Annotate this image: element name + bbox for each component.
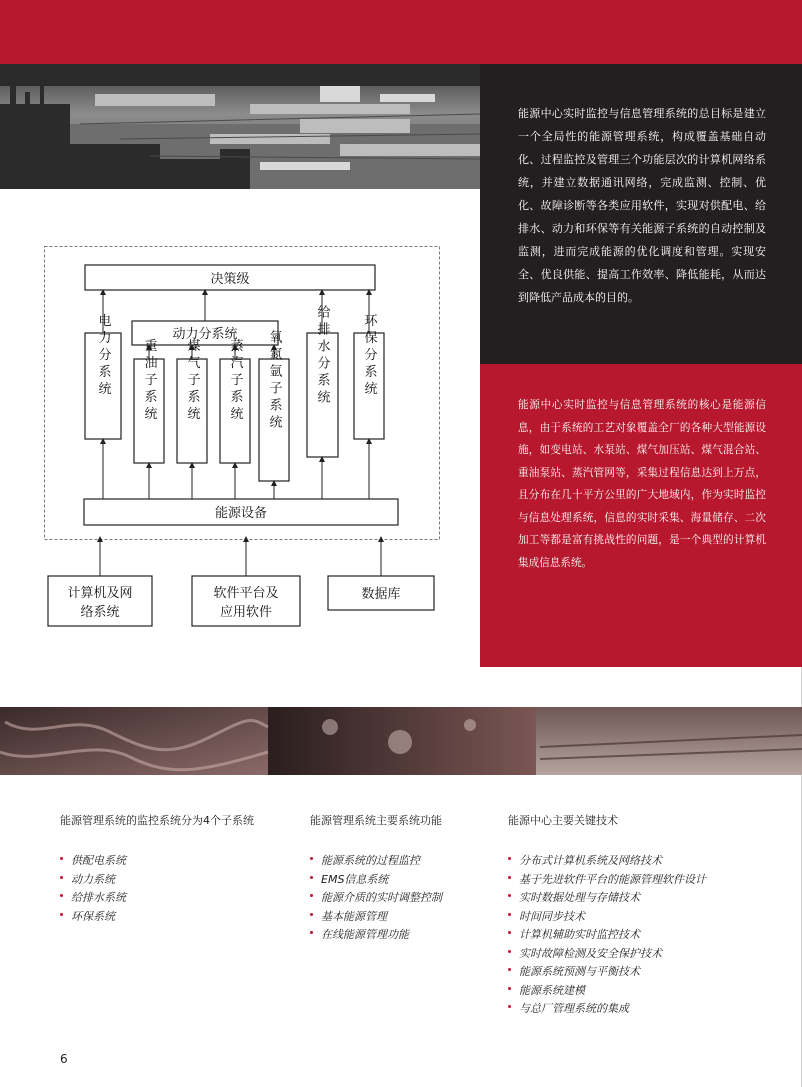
top-red-band — [0, 0, 802, 64]
sub-system-label-3: 氧氮氩子系统 — [266, 330, 282, 432]
core-text: 能源中心实时监控与信息管理系统的核心是能源信息，由于系统的工艺对象覆盖全厂的各种大型能源设施，如变电站、水泵站、煤气加压站、煤气混合站、重油泵站、蒸汽管网等，采集过程信息达到上万点，且分布在几十平方公里的广大地域内，作为实时监控与信息处理系统，信息的实时采集、海量储存、二次加工等都是富有挑战性的问题，是一个典型的计算机集成信息系统。 — [518, 399, 766, 569]
dynamic-system-label: 动力分系统 — [172, 327, 238, 342]
list-item: 实时数据处理与存储技术 — [508, 889, 706, 908]
bottom-1-line1: 软件平台及 — [213, 586, 279, 601]
column-title: 能源管理系统主要系统功能 — [310, 814, 442, 827]
list-item: 能源系统预测与平衡技术 — [508, 963, 706, 982]
list-item: 能源介质的实时调整控制 — [310, 889, 442, 908]
equipment-label: 能源设备 — [214, 506, 268, 521]
bottom-2-line1: 数据库 — [361, 587, 401, 602]
key-technologies-column — [508, 812, 706, 1019]
list-item: 分布式计算机系统及网络技术 — [508, 852, 706, 871]
list-item: 计算机辅助实时监控技术 — [508, 926, 706, 945]
list-item: 在线能源管理功能 — [310, 926, 442, 945]
steel-plant-aerial-photo — [0, 64, 480, 189]
bottom-0-line1: 计算机及网 — [67, 586, 133, 601]
core-panel — [480, 364, 802, 667]
env-system-label: 环保分系统 — [361, 313, 377, 399]
column-title: 能源中心主要关键技术 — [508, 814, 618, 827]
power-system-label: 电力分系统 — [95, 313, 111, 399]
list — [60, 852, 254, 926]
steel-product-photo-strip — [0, 707, 802, 775]
sub-system-label-2: 蒸汽子系统 — [227, 338, 243, 424]
list-item: EMS信息系统 — [310, 871, 442, 890]
list — [508, 852, 706, 1019]
decision-level-label: 决策级 — [210, 272, 250, 287]
bottom-1-line2: 应用软件 — [219, 605, 273, 620]
column-title: 能源管理系统的监控系统分为4个子系统 — [60, 814, 254, 827]
system-architecture-diagram — [44, 246, 440, 628]
list-item: 实时故障检测及安全保护技术 — [508, 945, 706, 964]
sub-system-label-0: 重油子系统 — [141, 338, 157, 424]
list-item: 基于先进软件平台的能源管理软件设计 — [508, 871, 706, 890]
list-item: 时间同步技术 — [508, 908, 706, 927]
list-item: 环保系统 — [60, 908, 254, 927]
list-item: 给排水系统 — [60, 889, 254, 908]
list-item: 能源系统的过程监控 — [310, 852, 442, 871]
system-functions-column — [310, 812, 442, 945]
monitoring-subsystems-column — [60, 812, 254, 926]
list — [310, 852, 442, 945]
water-system-label: 给排水分系统 — [314, 305, 330, 407]
list-item: 动力系统 — [60, 871, 254, 890]
page-number: 6 — [60, 1052, 68, 1066]
list-item: 供配电系统 — [60, 852, 254, 871]
intro-panel — [480, 64, 802, 364]
list-item: 与总厂管理系统的集成 — [508, 1000, 706, 1019]
list-item: 基本能源管理 — [310, 908, 442, 927]
bottom-0-line2: 络系统 — [80, 605, 120, 620]
list-item: 能源系统建模 — [508, 982, 706, 1001]
intro-text: 能源中心实时监控与信息管理系统的总目标是建立一个全局性的能源管理系统，构成覆盖基础自动化、过程监控及管理三个功能层次的计算机网络系统，并建立数据通讯网络，完成监测、控制、优化、故障诊断等各类应用软件，实现对供配电、给排水、动力和环保等有关能源子系统的自动控制及监测，进而完成能源的优化调度和管理。实现安全、优良供能、提高工作效率、降低能耗，从而达到降低产品成本的目的。 — [518, 107, 766, 304]
sub-system-label-1: 煤气子系统 — [184, 338, 200, 424]
